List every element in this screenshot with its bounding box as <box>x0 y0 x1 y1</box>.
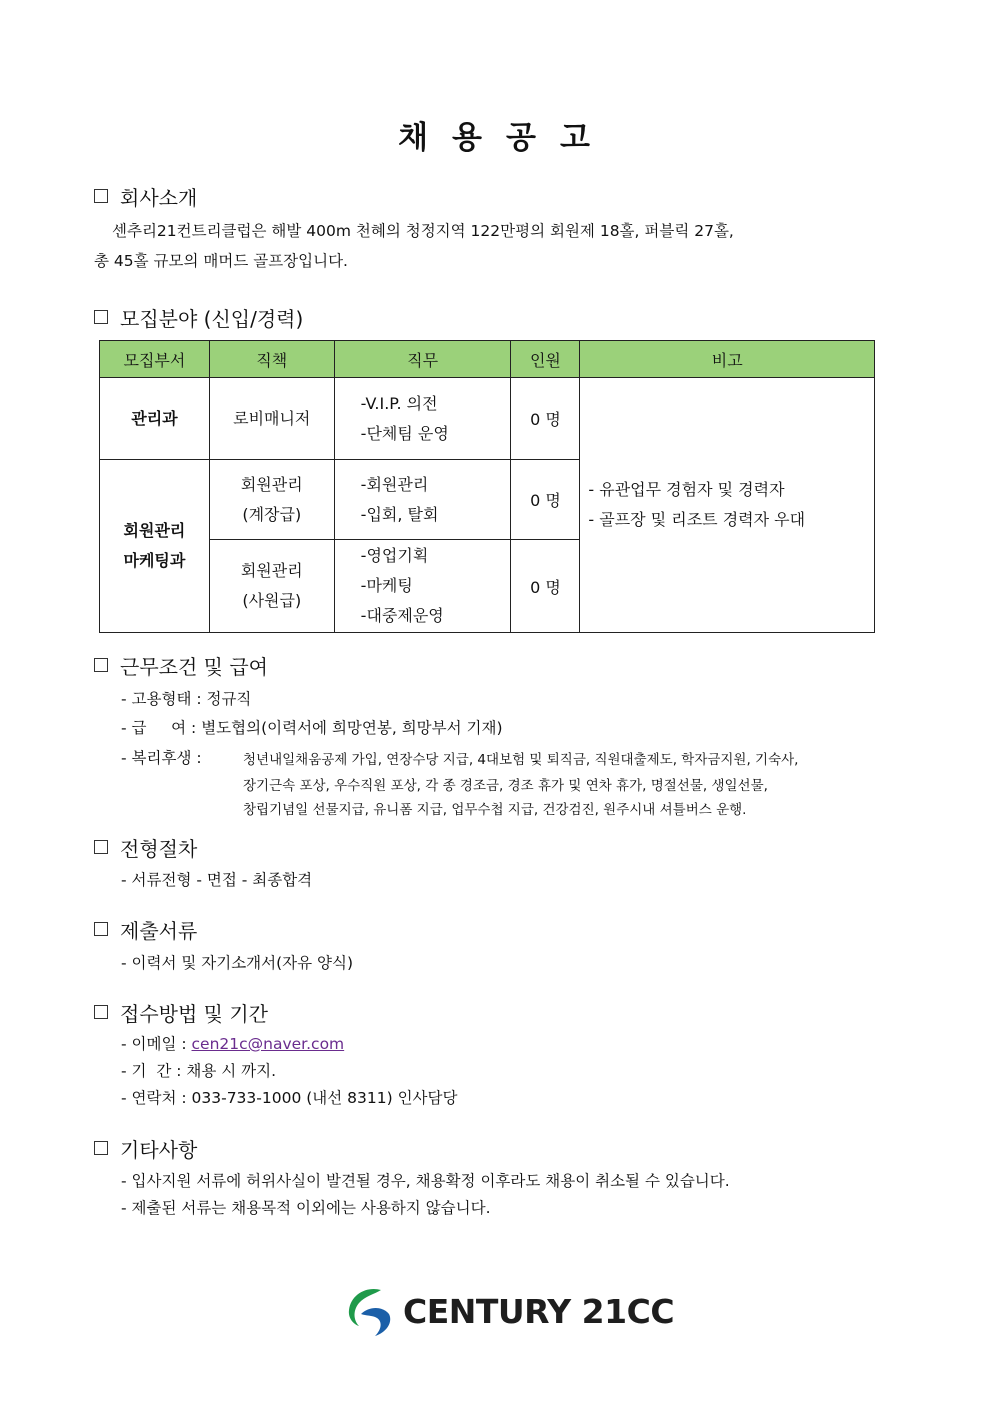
section-other <box>94 1134 197 1162</box>
column-header: 직책 <box>209 341 334 378</box>
section-apply <box>94 998 268 1026</box>
checkbox-icon <box>94 922 108 936</box>
checkbox-icon <box>94 840 108 854</box>
email-label: - 이메일 : <box>121 1035 192 1053</box>
column-header: 직무 <box>334 341 511 378</box>
note-cell <box>580 378 875 633</box>
dept-cell <box>100 460 210 633</box>
other-note: - 제출된 서류는 채용목적 이외에는 사용하지 않습니다. <box>121 1199 491 1217</box>
company-intro-line2: 총 45홀 규모의 매머드 골프장입니다. <box>94 252 348 270</box>
count-cell: 0 명 <box>511 378 580 460</box>
section-recruit <box>94 303 303 331</box>
documents-list: - 이력서 및 자기소개서(자유 양식) <box>121 954 354 972</box>
section-documents <box>94 915 197 943</box>
apply-contact: - 연락처 : 033-733-1000 (내선 8311) 인사담당 <box>121 1089 458 1107</box>
title-char: 고 <box>559 120 594 156</box>
column-header: 인원 <box>511 341 580 378</box>
company-logo <box>345 1284 674 1338</box>
table-row <box>100 378 875 460</box>
section-heading: 제출서류 <box>120 918 198 943</box>
welfare-line: 장기근속 포상, 우수직원 포상, 각 종 경조금, 경조 휴가 및 연차 휴가, 명절선물, 생일선물, <box>243 778 768 794</box>
note-item: - 골프장 및 리조트 경력자 우대 <box>588 510 806 529</box>
section-conditions <box>94 651 268 679</box>
section-heading: 전형절차 <box>120 836 198 861</box>
duty-item: -V.I.P. 의전 <box>360 393 438 413</box>
dept-label: 마케팅과 <box>123 551 186 570</box>
duty-item: -입회, 탈회 <box>360 504 439 524</box>
dept-label: 회원관리 <box>123 521 186 540</box>
column-header: 비고 <box>580 341 875 378</box>
other-note: - 입사지원 서류에 허위사실이 발견될 경우, 채용확정 이후라도 채용이 취소될 수 있습니다. <box>121 1172 730 1190</box>
recruit-table <box>99 340 875 633</box>
position-grade: (사원급) <box>242 591 302 610</box>
position-label: 회원관리 <box>240 561 303 580</box>
table-header-row <box>100 341 875 378</box>
salary-value: 별도협의(이력서에 희망연봉, 희망부서 기재) <box>201 719 503 737</box>
email-link[interactable]: cen21c@naver.com <box>191 1035 345 1053</box>
employment-type: - 고용형태 : 정규직 <box>121 690 252 708</box>
duty-item: -대중제운영 <box>360 606 444 625</box>
position-cell: 로비매니저 <box>209 378 334 460</box>
duty-item: -단체팀 운영 <box>360 423 449 443</box>
section-company <box>94 182 197 210</box>
company-intro-line1: 센추리21컨트리클럽은 해발 400m 천혜의 청정지역 122만평의 회원제 18홀, 퍼블릭 27홀, <box>112 222 734 240</box>
duty-cell <box>334 540 511 633</box>
checkbox-icon <box>94 1005 108 1019</box>
dept-cell: 관리과 <box>100 378 210 460</box>
logo-text: CENTURY 21CC <box>403 1291 675 1331</box>
process-steps: - 서류전형 - 면접 - 최종합격 <box>121 871 313 889</box>
email-line <box>121 1032 344 1054</box>
position-label: 회원관리 <box>240 474 303 494</box>
salary-label: - 급 여 : <box>121 719 202 737</box>
position-cell <box>209 540 334 633</box>
duty-cell <box>334 460 511 540</box>
checkbox-icon <box>94 658 108 672</box>
section-heading: 모집분야 (신입/경력) <box>120 306 304 331</box>
position-cell <box>209 460 334 540</box>
checkbox-icon <box>94 1141 108 1155</box>
position-grade: (계장급) <box>242 504 302 524</box>
section-heading: 회사소개 <box>120 185 198 210</box>
note-item: - 유관업무 경험자 및 경력자 <box>588 480 785 499</box>
salary-line <box>121 716 503 738</box>
duty-cell <box>334 378 511 460</box>
welfare-line: 창립기념일 선물지급, 유니폼 지급, 업무수첩 지급, 건강검진, 원주시내 셔틀버스 운행. <box>243 802 747 818</box>
count-cell: 0 명 <box>511 460 580 540</box>
title-char: 용 <box>452 120 486 156</box>
duty-item: -영업기획 <box>360 546 429 565</box>
duty-item: -마케팅 <box>360 576 413 595</box>
section-process <box>94 833 197 861</box>
apply-period: - 기 간 : 채용 시 까지. <box>121 1062 277 1080</box>
title-char: 공 <box>506 120 540 156</box>
title-char: 채 <box>398 120 433 156</box>
welfare-label: - 복리후생 : <box>121 749 202 767</box>
section-heading: 접수방법 및 기간 <box>120 1001 268 1026</box>
century21-swirl-logo-icon <box>345 1284 395 1338</box>
section-heading: 기타사항 <box>120 1137 198 1162</box>
welfare-line: 청년내일채움공제 가입, 연장수당 지급, 4대보험 및 퇴직금, 직원대출제도, 학자금지원, 기숙사, <box>243 752 799 768</box>
page-title <box>0 112 992 157</box>
duty-item: -회원관리 <box>360 474 429 494</box>
column-header: 모집부서 <box>100 341 210 378</box>
count-cell: 0 명 <box>511 540 580 633</box>
section-heading: 근무조건 및 급여 <box>120 654 268 679</box>
checkbox-icon <box>94 310 108 324</box>
checkbox-icon <box>94 189 108 203</box>
